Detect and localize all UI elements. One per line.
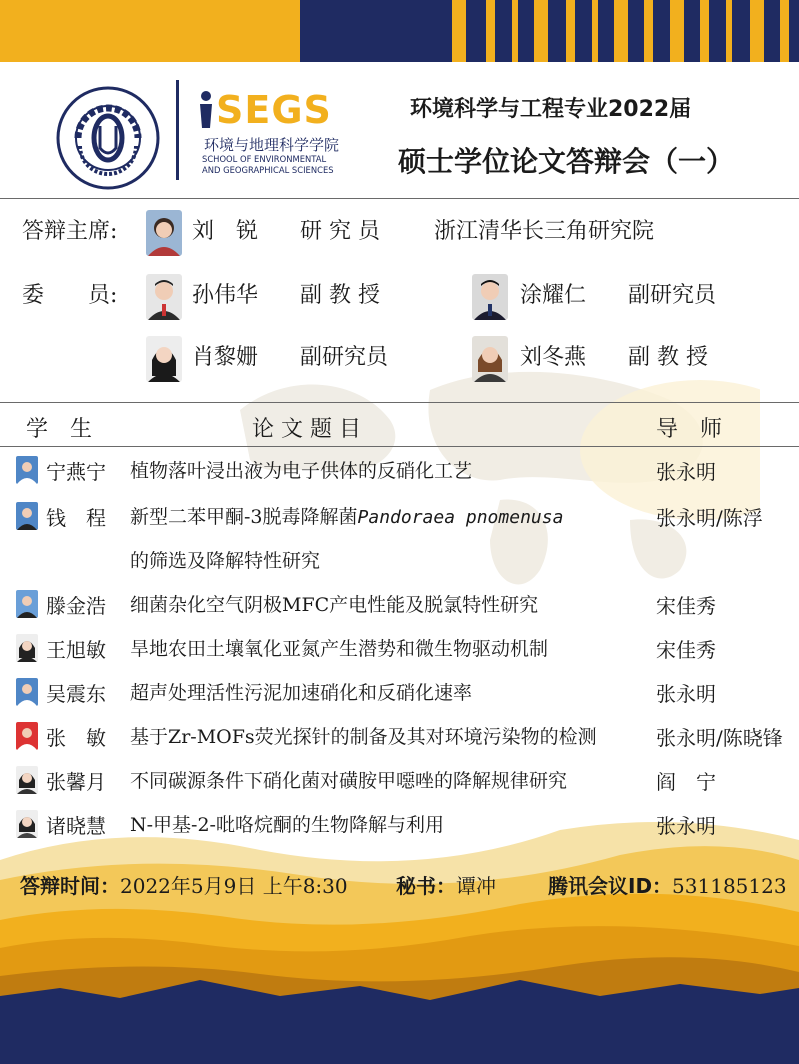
table-row — [0, 630, 799, 664]
advisor-name: 张永明 — [656, 814, 716, 838]
student-photo-avatar — [16, 678, 38, 706]
species-name: Pandoraea pnomenusa — [357, 507, 564, 528]
thesis-title: 旱地农田土壤氧化亚氮产生潜势和微生物驱动机制 — [130, 638, 549, 660]
school-name-cn: 环境与地理科学学院 — [204, 136, 340, 154]
table-row — [0, 806, 799, 840]
column-header-advisor: 导 师 — [656, 417, 723, 442]
top-banner-navy — [300, 0, 799, 62]
student-photo-avatar — [16, 766, 38, 794]
banner-stripe — [750, 0, 764, 62]
student-name: 王旭敏 — [46, 638, 106, 662]
advisor-name: 张永明/陈浮 — [656, 506, 763, 530]
member-name: 孙伟华 — [192, 283, 259, 308]
student-name: 钱 程 — [46, 506, 106, 530]
student-name: 吴震东 — [46, 682, 106, 706]
banner-stripe — [534, 0, 548, 62]
divider — [0, 402, 799, 403]
member-title: 副 教 授 — [300, 283, 380, 308]
divider — [0, 198, 799, 199]
banner-stripe — [726, 0, 732, 62]
member-photo-avatar — [472, 274, 508, 320]
student-name: 张馨月 — [46, 770, 106, 794]
segs-logo — [196, 84, 356, 184]
chair-organization: 浙江清华长三角研究院 — [434, 219, 655, 244]
member-title: 副研究员 — [300, 345, 389, 370]
student-name: 宁燕宁 — [46, 460, 106, 484]
page-title-line1: 环境科学与工程专业2022届 — [410, 97, 692, 122]
banner-stripe — [700, 0, 709, 62]
student-photo-avatar — [16, 502, 38, 530]
student-photo-avatar — [16, 456, 38, 484]
thesis-title-line2: 的筛选及降解特性研究 — [130, 550, 321, 572]
segs-logo-word: SEGS — [216, 88, 332, 132]
thesis-title: 新型二苯甲酮-3脱毒降解菌Pandoraea pnomenusa — [130, 506, 564, 528]
mountain-landscape-decoration — [0, 820, 799, 1064]
student-photo-avatar — [16, 810, 38, 838]
table-row-continuation — [0, 542, 799, 576]
advisor-name: 张永明 — [656, 460, 716, 484]
table-row — [0, 586, 799, 620]
advisor-name: 张永明/陈晓锋 — [656, 726, 783, 750]
banner-stripe — [592, 0, 598, 62]
page-title-line2: 硕士学位论文答辩会（一） — [398, 145, 735, 178]
table-row — [0, 718, 799, 752]
divider — [0, 446, 799, 447]
student-name: 张 敏 — [46, 726, 106, 750]
member-title: 副 教 授 — [628, 345, 708, 370]
thesis-title: 基于Zr-MOFs荧光探针的制备及其对环境污染物的检测 — [130, 726, 597, 748]
banner-stripe — [566, 0, 575, 62]
chair-title: 研 究 员 — [300, 219, 380, 244]
advisor-name: 张永明 — [656, 682, 716, 706]
thesis-title: 不同碳源条件下硝化菌对磺胺甲噁唑的降解规律研究 — [130, 770, 568, 792]
banner-stripe — [780, 0, 789, 62]
column-header-student: 学 生 — [26, 417, 93, 442]
banner-stripe — [614, 0, 628, 62]
banner-stripe — [486, 0, 495, 62]
table-row — [0, 762, 799, 796]
thesis-title: 细菌杂化空气阴极MFC产电性能及脱氯特性研究 — [130, 594, 539, 616]
thesis-title: 超声处理活性污泥加速硝化和反硝化速率 — [130, 682, 473, 704]
student-photo-avatar — [16, 590, 38, 618]
member-photo-avatar — [472, 336, 508, 382]
table-row — [0, 498, 799, 532]
student-name: 诸晓慧 — [46, 814, 106, 838]
banner-stripe — [512, 0, 518, 62]
chair-label: 答辩主席: — [22, 219, 118, 244]
figure-icon — [196, 90, 216, 130]
student-photo-avatar — [16, 722, 38, 750]
school-name-en: SCHOOL OF ENVIRONMENTAL AND GEOGRAPHICAL SCIENCES — [202, 154, 334, 175]
member-name: 涂耀仁 — [520, 283, 587, 308]
table-row — [0, 452, 799, 486]
banner-stripe — [670, 0, 684, 62]
banner-stripe — [644, 0, 653, 62]
member-title: 副研究员 — [628, 283, 717, 308]
member-photo-avatar — [146, 336, 182, 382]
member-photo-avatar — [146, 274, 182, 320]
column-header-title: 论 文 题 目 — [252, 417, 361, 442]
advisor-name: 阎 宁 — [656, 770, 716, 794]
chair-name: 刘 锐 — [192, 219, 259, 244]
member-name: 肖黎姗 — [192, 345, 259, 370]
logo-divider — [176, 80, 179, 180]
member-name: 刘冬燕 — [520, 345, 587, 370]
thesis-title: 植物落叶浸出液为电子供体的反硝化工艺 — [130, 460, 473, 482]
student-name: 滕金浩 — [46, 594, 106, 618]
university-seal-logo — [56, 86, 160, 190]
secretary: 秘书：谭冲 — [396, 874, 496, 898]
member-label: 委 员: — [22, 283, 118, 308]
meeting-id: 腾讯会议ID：531185123 — [548, 874, 787, 898]
student-photo-avatar — [16, 634, 38, 662]
advisor-name: 宋佳秀 — [656, 594, 716, 618]
banner-stripe — [452, 0, 466, 62]
table-row — [0, 674, 799, 708]
advisor-name: 宋佳秀 — [656, 638, 716, 662]
thesis-title: N-甲基-2-吡咯烷酮的生物降解与利用 — [130, 814, 444, 836]
chair-photo-avatar — [146, 210, 182, 256]
defense-time: 答辩时间：2022年5月9日 上午8:30 — [20, 874, 348, 898]
